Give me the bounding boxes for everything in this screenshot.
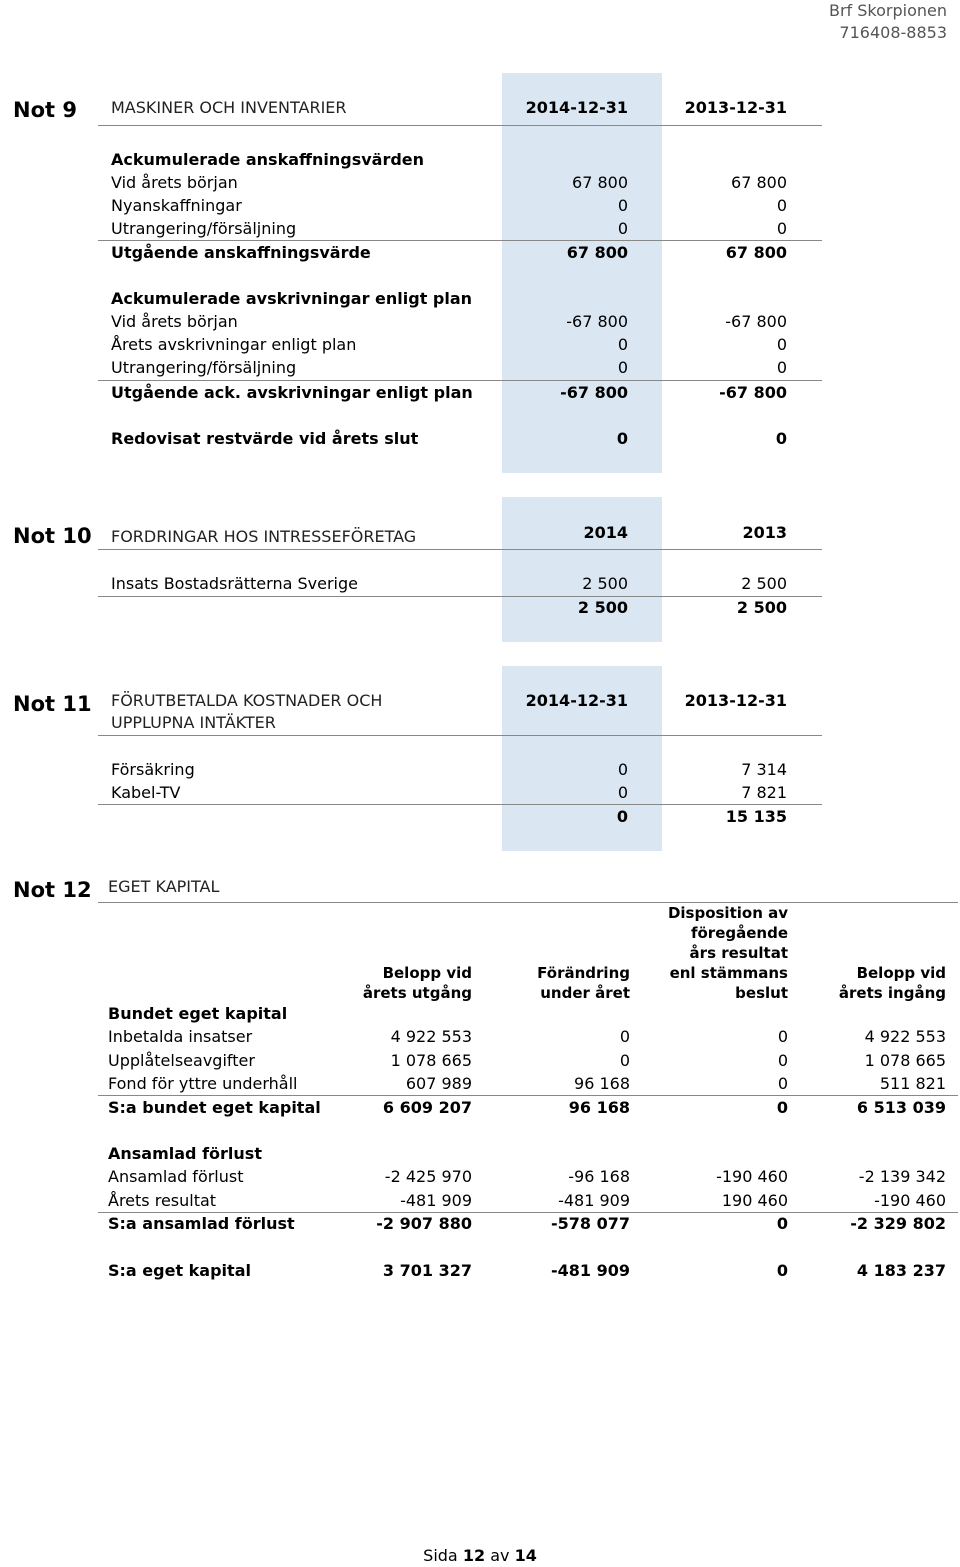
row-value-2013: 7 314 [741,760,787,779]
row-value-disposition: 0 [777,1074,788,1093]
total-label: Utgående ack. avskrivningar enligt plan [111,383,473,402]
row-value-forandring: -481 909 [558,1191,630,1210]
row-label: Utrangering/försäljning [111,358,297,377]
note12-rule [98,1095,958,1096]
row-value-2013: 0 [776,335,787,354]
row-label: Årets avskrivningar enligt plan [111,335,357,354]
row-value-disposition: -190 460 [716,1167,788,1186]
row-label: Vid årets början [111,173,238,192]
row-label: Insats Bostadsrätterna Sverige [111,574,358,593]
row-value-2013: 0 [776,358,787,377]
total-value-ingang: 6 513 039 [856,1098,946,1117]
note11-title-line2: UPPLUPNA INTÄKTER [111,713,276,732]
note9-group2-title: Ackumulerade avskrivningar enligt plan [111,289,473,308]
total-value-2013: 67 800 [725,243,787,262]
total-value-forandring: 96 168 [568,1098,630,1117]
note9-col2-header: 2013-12-31 [684,98,787,117]
total-value-forandring: -578 077 [550,1214,630,1233]
note10-label: Not 10 [13,524,92,548]
col-header-ingang-l2: årets ingång [838,984,946,1002]
note11-col2-header: 2013-12-31 [684,691,787,710]
note11-title-line1: FÖRUTBETALDA KOSTNADER OCH [111,691,383,710]
note9-col1-header: 2014-12-31 [525,98,628,117]
col-header-utgang-l1: Belopp vid [382,964,472,982]
col-header-disposition-l1: Disposition av [667,904,788,922]
row-label: Utrangering/försäljning [111,219,297,238]
row-value-utgang: 607 989 [405,1074,472,1093]
total-value-2014: 0 [616,807,628,826]
note11-label: Not 11 [13,692,92,716]
row-value-2013: 7 821 [741,783,787,802]
grand-total-ingang: 4 183 237 [856,1261,946,1280]
note12-section1-title: Bundet eget kapital [108,1004,288,1023]
row-label: Nyanskaffningar [111,196,242,215]
total-value-disposition: 0 [776,1214,788,1233]
row-value-disposition: 190 460 [721,1191,788,1210]
page-footer [0,1546,960,1565]
row-value-2014: -67 800 [566,312,628,331]
total-value-ingang: -2 329 802 [850,1214,946,1233]
org-number: 716408-8853 [839,23,947,42]
footer-total-pages: 14 [514,1546,537,1565]
grand-total-forandring: -481 909 [550,1261,630,1280]
note10-col1-header: 2014 [583,523,628,542]
row-label: Vid årets början [111,312,238,331]
result-value-2014: 0 [616,429,628,448]
row-value-disposition: 0 [777,1051,788,1070]
row-value-utgang: 4 922 553 [390,1027,472,1046]
note12-rule [98,1212,958,1213]
note9-header-rule [98,125,822,126]
row-value-2014: 0 [617,196,628,215]
note10-title: FORDRINGAR HOS INTRESSEFÖRETAG [111,527,417,546]
total-label: Utgående anskaffningsvärde [111,243,371,262]
row-value-2014: 67 800 [572,173,628,192]
row-value-2013: 0 [776,196,787,215]
total-value-utgang: -2 907 880 [376,1214,472,1233]
note9-shaded-column [502,73,662,473]
row-value-forandring: 0 [619,1027,630,1046]
note9-group1-title: Ackumulerade anskaffningsvärden [111,150,425,169]
row-value-2013: -67 800 [725,312,787,331]
row-value-utgang: -481 909 [400,1191,472,1210]
total-value-2013: 15 135 [725,807,787,826]
col-header-disposition-l2: föregående [690,924,788,942]
note9-label: Not 9 [13,98,77,122]
row-value-2014: 0 [617,335,628,354]
note9-title: MASKINER OCH INVENTARIER [111,98,347,117]
col-header-disposition-l4: enl stämmans [669,964,788,982]
total-value-utgang: 6 609 207 [382,1098,472,1117]
total-value-disposition: 0 [776,1098,788,1117]
row-label: Kabel-TV [111,783,181,802]
footer-prefix: Sida [423,1546,458,1565]
footer-page-number: 12 [462,1546,486,1565]
total-value-2014: 67 800 [566,243,628,262]
note12-section2-title: Ansamlad förlust [108,1144,262,1163]
row-value-ingang: 4 922 553 [864,1027,946,1046]
total-value-2013: 2 500 [736,598,787,617]
note11-header-rule [98,735,822,736]
grand-total-label: S:a eget kapital [108,1261,251,1280]
grand-total-utgang: 3 701 327 [382,1261,472,1280]
row-value-2014: 0 [617,783,628,802]
result-value-2013: 0 [775,429,787,448]
row-label: Fond för yttre underhåll [108,1074,298,1093]
total-value-2014: 2 500 [577,598,628,617]
row-value-ingang: -190 460 [874,1191,946,1210]
col-header-forandring-l1: Förändring [537,964,630,982]
row-label: Inbetalda insatser [108,1027,253,1046]
row-label: Försäkring [111,760,195,779]
row-label: Årets resultat [108,1191,217,1210]
note12-label: Not 12 [13,878,92,902]
note10-header-rule [98,549,822,550]
note11-rule [98,804,822,805]
note10-col2-header: 2013 [742,523,787,542]
note11-col1-header: 2014-12-31 [525,691,628,710]
org-name: Brf Skorpionen [828,1,947,20]
note10-rule [98,596,822,597]
row-value-2014: 2 500 [582,574,628,593]
row-value-ingang: 511 821 [879,1074,946,1093]
row-value-disposition: 0 [777,1027,788,1046]
footer-mid: av [490,1546,510,1565]
total-label: S:a bundet eget kapital [108,1098,321,1117]
result-label: Redovisat restvärde vid årets slut [111,429,419,448]
note10-shaded-column [502,497,662,642]
total-value-2013: -67 800 [719,383,787,402]
total-value-2014: -67 800 [560,383,628,402]
col-header-disposition-l3: års resultat [689,944,788,962]
total-label: S:a ansamlad förlust [108,1214,295,1233]
row-label: Upplåtelseavgifter [108,1051,255,1070]
note9-rule [98,380,822,381]
row-value-2013: 2 500 [741,574,787,593]
note12-header-rule [98,902,958,903]
row-value-2013: 67 800 [731,173,787,192]
row-value-2013: 0 [776,219,787,238]
row-value-2014: 0 [617,760,628,779]
col-header-utgang-l2: årets utgång [362,984,472,1002]
note12-title: EGET KAPITAL [108,877,220,896]
row-value-forandring: 0 [619,1051,630,1070]
row-value-2014: 0 [617,358,628,377]
col-header-ingang-l1: Belopp vid [856,964,946,982]
grand-total-disposition: 0 [776,1261,788,1280]
row-value-forandring: -96 168 [568,1167,630,1186]
row-value-utgang: 1 078 665 [390,1051,472,1070]
row-value-2014: 0 [617,219,628,238]
col-header-forandring-l2: under året [540,984,630,1002]
row-label: Ansamlad förlust [108,1167,244,1186]
note9-rule [98,240,822,241]
col-header-disposition-l5: beslut [735,984,788,1002]
row-value-ingang: -2 139 342 [858,1167,946,1186]
row-value-ingang: 1 078 665 [864,1051,946,1070]
row-value-utgang: -2 425 970 [384,1167,472,1186]
row-value-forandring: 96 168 [574,1074,630,1093]
